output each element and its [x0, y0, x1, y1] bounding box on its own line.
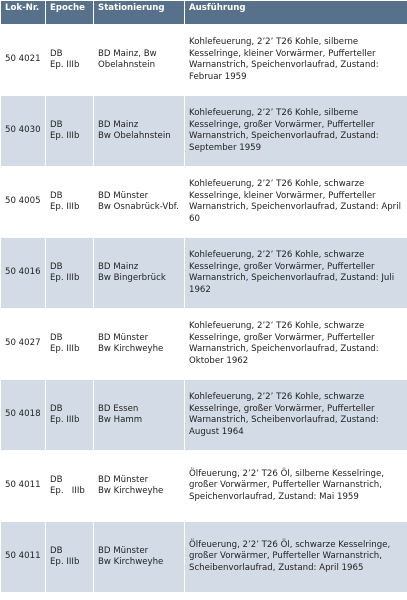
- cell-epoche: [46, 380, 94, 451]
- station-line-2: Bw Kirchweyhe: [98, 344, 164, 354]
- cell-ausfuehrung: Ölfeuerung, 2’2’ T26 Öl, silberne Kesselringe, großer Vorwärmer, Pufferteller Warnanstrich, Speichenvorlaufrad, Zustand: Mai 1959: [185, 451, 407, 522]
- cell-lok-nr: 50 4011: [1, 451, 46, 522]
- cell-lok-nr: 50 4030: [1, 96, 46, 167]
- epoche-line-2: Ep. IIIb: [50, 131, 80, 141]
- epoche-line-2: Ep. IIIb: [50, 557, 80, 567]
- cell-stationierung: [94, 309, 185, 380]
- cell-lok-nr: 50 4027: [1, 309, 46, 380]
- epoche-line-1: DB: [50, 545, 63, 556]
- cell-stationierung: [94, 96, 185, 167]
- cell-epoche: [46, 96, 94, 167]
- cell-lok-nr: 50 4018: [1, 380, 46, 451]
- table-header-row: [1, 1, 407, 25]
- epoche-line-1: DB: [50, 403, 63, 414]
- header-ausfuehrung: Ausführung: [185, 1, 407, 25]
- epoche-line-2: Ep. IIIb: [50, 202, 80, 212]
- cell-epoche: [46, 25, 94, 96]
- epoche-line-1: DB: [50, 190, 63, 201]
- cell-ausfuehrung: Kohlefeuerung, 2’2’ T26 Kohle, schwarze Kesselringe, kleiner Vorwärmer, Pufferteller Warnanstrich, Speichenvorlaufrad, Zustand: April 60: [185, 167, 407, 238]
- station-line-1: BD Mainz: [98, 261, 139, 272]
- epoche-line-2: Ep. IIIb: [50, 415, 80, 425]
- station-line-2: Bw Kirchweyhe: [98, 557, 164, 567]
- epoche-line-1: DB: [50, 119, 63, 130]
- cell-epoche: [46, 451, 94, 522]
- cell-ausfuehrung: Kohlefeuerung, 2’2’ T26 Kohle, silberne Kesselringe, großer Vorwärmer, Pufferteller Warnanstrich, Speichenvorlaufrad, Zustand: September 1959: [185, 96, 407, 167]
- table-row: [1, 238, 407, 309]
- table-row: [1, 451, 407, 522]
- cell-stationierung: [94, 238, 185, 309]
- header-epoche: Epoche: [46, 1, 94, 25]
- station-line-1: BD Münster: [98, 545, 149, 556]
- table-row: [1, 25, 407, 96]
- station-line-2: Obelahnstein: [98, 60, 156, 70]
- cell-stationierung: [94, 25, 185, 96]
- epoche-line-1: DB: [50, 261, 63, 272]
- table-row: [1, 522, 407, 593]
- station-line-1: BD Münster: [98, 332, 149, 343]
- table-row: [1, 309, 407, 380]
- station-line-2: Bw Bingerbrück: [98, 273, 166, 283]
- header-stationierung: Stationierung: [94, 1, 185, 25]
- cell-ausfuehrung: Ölfeuerung, 2’2’ T26 Öl, schwarze Kesselringe, großer Vorwärmer, Pufferteller Warnanstrich, Scheibenvorlaufrad, Zustand: April 1965: [185, 522, 407, 593]
- cell-lok-nr: 50 4011: [1, 522, 46, 593]
- epoche-line-2: Ep. IIIb: [50, 273, 80, 283]
- table-row: [1, 167, 407, 238]
- cell-lok-nr: 50 4021: [1, 25, 46, 96]
- station-line-2: Bw Kirchweyhe: [98, 486, 164, 496]
- cell-epoche: [46, 167, 94, 238]
- epoche-line-1: DB: [50, 48, 63, 59]
- cell-epoche: [46, 238, 94, 309]
- cell-ausfuehrung: Kohlefeuerung, 2’2’ T26 Kohle, schwarze Kesselringe, großer Vorwärmer, Pufferteller Warnanstrich, Scheibenvorlaufrad, Zustand: August 1964: [185, 380, 407, 451]
- cell-ausfuehrung: Kohlefeuerung, 2’2’ T26 Kohle, silberne Kesselringe, kleiner Vorwärmer, Pufferteller Warnanstrich, Speichenvorlaufrad, Zustand: Februar 1959: [185, 25, 407, 96]
- cell-epoche: [46, 309, 94, 380]
- cell-stationierung: [94, 380, 185, 451]
- station-line-1: BD Mainz, Bw: [98, 48, 157, 59]
- station-line-1: BD Münster: [98, 190, 149, 201]
- station-line-2: Bw Obelahnstein: [98, 131, 171, 141]
- cell-ausfuehrung: Kohlefeuerung, 2’2’ T26 Kohle, schwarze Kesselringe, großer Vorwärmer, Pufferteller Warnanstrich, Speichenvorlaufrad, Zustand: Juli 1962: [185, 238, 407, 309]
- station-line-2: Bw Hamm: [98, 415, 143, 425]
- table-row: [1, 380, 407, 451]
- cell-epoche: [46, 522, 94, 593]
- station-line-1: BD Münster: [98, 474, 149, 485]
- epoche-line-2: Ep. IIIb: [50, 60, 80, 70]
- cell-lok-nr: 50 4016: [1, 238, 46, 309]
- epoche-line-2: Ep. IIIb: [50, 344, 80, 354]
- cell-stationierung: [94, 522, 185, 593]
- station-line-1: BD Mainz: [98, 119, 139, 130]
- epoche-line-2: Ep. IIIb: [50, 486, 85, 496]
- station-line-2: Bw Osnabrück-Vbf.: [98, 202, 179, 212]
- cell-stationierung: [94, 451, 185, 522]
- station-line-1: BD Essen: [98, 403, 139, 414]
- cell-ausfuehrung: Kohlefeuerung, 2’2’ T26 Kohle, schwarze Kesselringe, großer Vorwärmer, Pufferteller Warnanstrich, Speichenvorlaufrad, Zustand: Oktober 1962: [185, 309, 407, 380]
- table-row: [1, 96, 407, 167]
- header-lok-nr: Lok-Nr.: [1, 1, 46, 25]
- cell-lok-nr: 50 4005: [1, 167, 46, 238]
- epoche-line-1: DB: [50, 474, 63, 485]
- cell-stationierung: [94, 167, 185, 238]
- epoche-line-1: DB: [50, 332, 63, 343]
